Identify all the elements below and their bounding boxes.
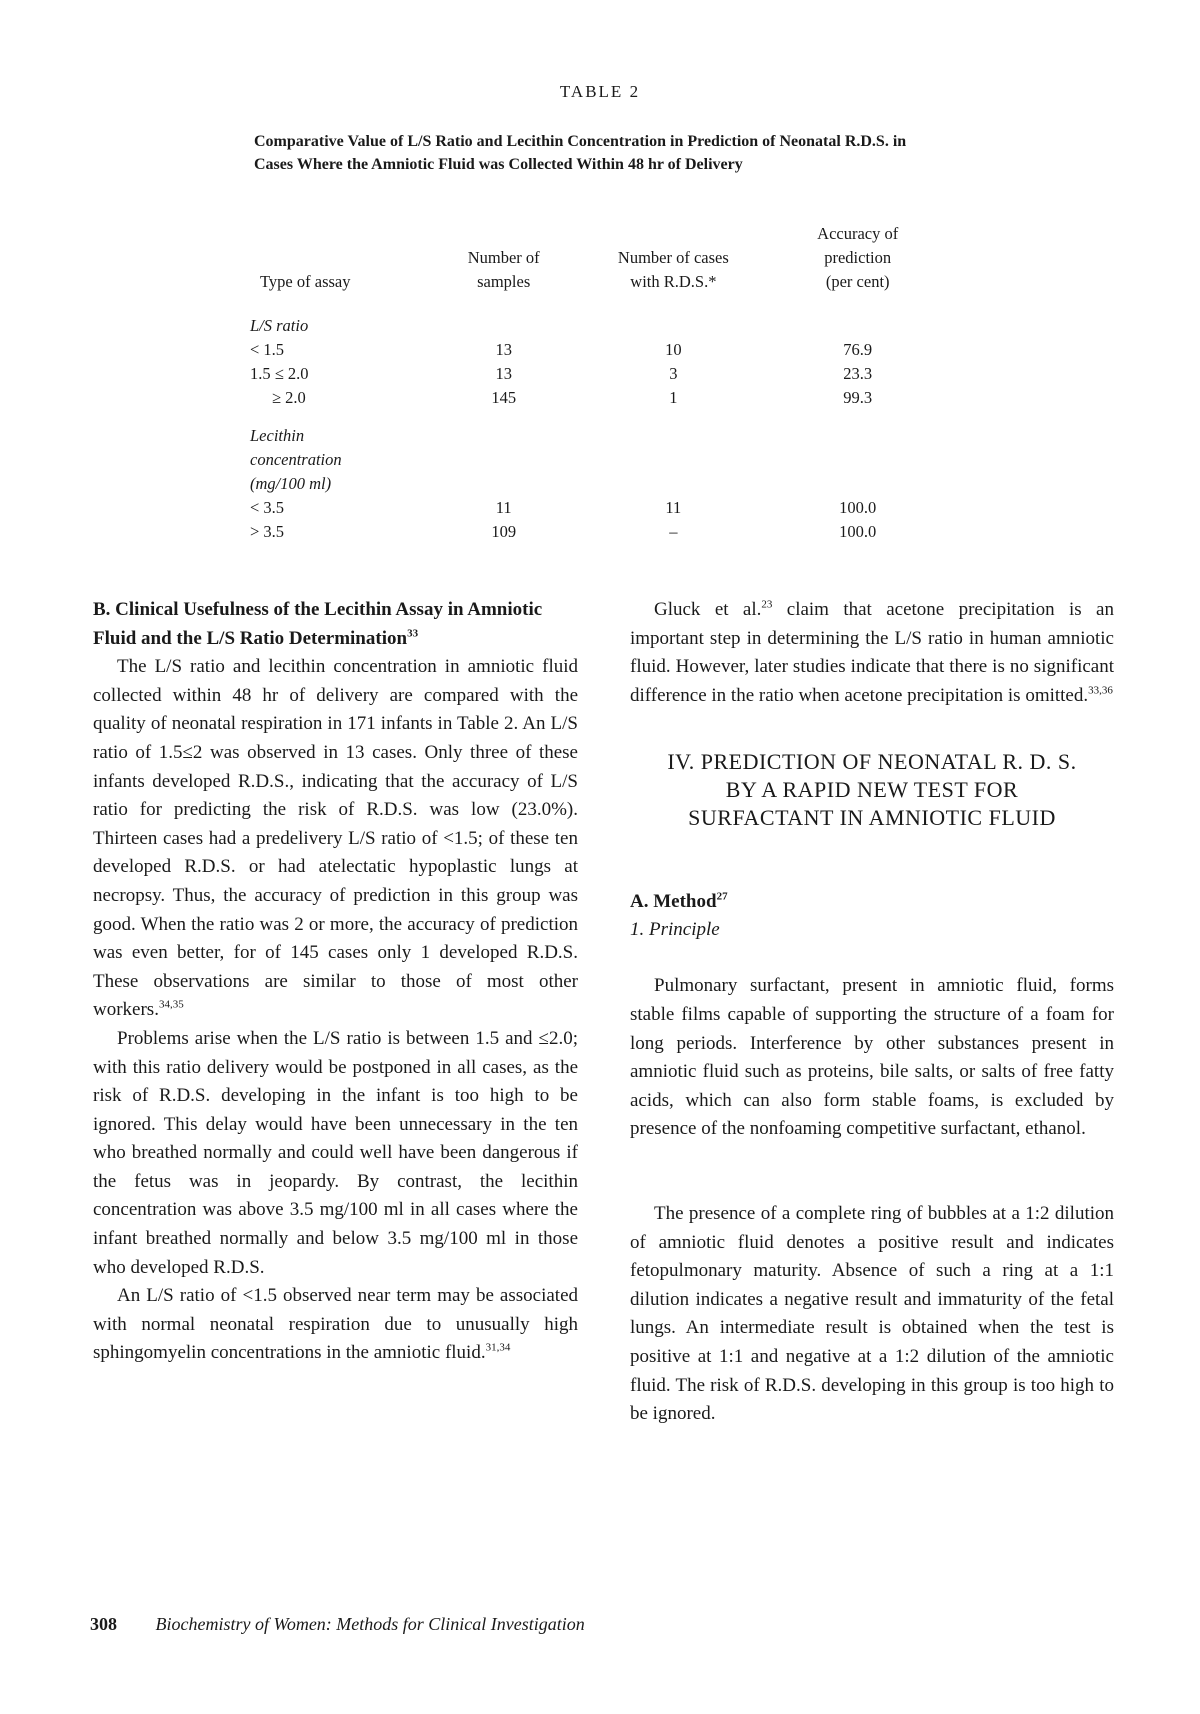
paragraph: An L/S ratio of <1.5 observed near term may be associated with normal neonatal respiration due to unusually high sphingomyelin concentrations in the amniotic fluid.$^{31,34}$ <box>93 1285 578 1364</box>
data-table: Type of assay Number of samples Number of cases with R.D.S.* Accuracy of prediction (per cent) L/S ratio < 1.5 13 10 76.9 1.5 ≤ 2.0 13 3 23.3 ≥ 2.0 145 1 99.3 Lecithin concentration (mg/100 ml) < 3.5 11 11 100.0 > 3.5 109 – 100.0 <box>250 222 950 544</box>
group-row-lecithin: Lecithin <box>250 426 305 445</box>
header-accuracy: Accuracy of prediction (per cent) <box>817 224 899 291</box>
page-footer <box>90 1614 890 1635</box>
table-row: ≥ 2.0 145 1 99.3 <box>272 388 873 407</box>
table-caption: Comparative Value of L/S Ratio and Lecithin Concentration in Prediction of Neonatal R.D.S. in Cases Where the Amniotic Fluid was Collected Within 48 hr of Delivery <box>254 133 907 173</box>
section-heading-b: B. Clinical Usefulness of the Lecithin Assay in Amniotic Fluid and the L/S Ratio Determination$^{33}$ <box>93 599 543 649</box>
page-number: 308 <box>90 1614 117 1634</box>
table-row: > 3.5 109 – 100.0 <box>250 522 877 541</box>
table-row: < 3.5 11 11 100.0 <box>250 498 877 517</box>
table-label: TABLE 2 <box>559 82 641 101</box>
group-row-ls: L/S ratio <box>250 316 309 335</box>
paragraph: The presence of a complete ring of bubbles at a 1:2 dilution of amniotic fluid denotes a positive result and indicates fetopulmonary maturity. Absence of such a ring at a 1:1 dilution indicates a negative result and immaturity of the fetal lungs. An intermediate result is obtained when the test is positive at 1:1 and negative at a 1:2 dilution of the amniotic fluid. The risk of R.D.S. developing in this group is too high to be ignored. <box>630 1202 1114 1425</box>
header-type: Type of assay <box>260 272 351 291</box>
method-heading: A. Method$^{27}$ <box>630 891 728 913</box>
paragraph: Pulmonary surfactant, present in amniotic fluid, forms stable films capable of supporting the structure of a foam for long periods. Interference by other substances present in amniotic fluid such as proteins, bile salts, or salts of free fatty acids, which can also form stable foams, is excluded by presence of the nonfoaming competitive surfactant, ethanol. <box>630 975 1114 1140</box>
paragraph: The L/S ratio and lecithin concentration in amniotic fluid collected within 48 hr of delivery are compared with the quality of neonatal respiration in 171 infants in Table 2. An L/S ratio of 1.5≤2 was observed in 13 cases. Only three of these infants developed R.D.S., indicating that the accuracy of L/S ratio for predicting the risk of R.D.S. was low (23.0%). Thirteen cases had a predelivery L/S ratio of <1.5; of these ten developed R.D.S. or had atelectatic hypoplastic lungs at necropsy. Thus, the accuracy of prediction in this group was good. When the ratio was 2 or more, the accuracy of prediction was even better, for of 145 cases only 1 developed R.D.S. These observations are similar to those of most other workers.$^{34,35}$ <box>93 656 578 1021</box>
header-samples: Number of samples <box>467 248 540 291</box>
table-header-row <box>250 222 950 314</box>
section-title-iv: IV. PREDICTION OF NEONATAL R. D. S. BY A RAPID NEW TEST FOR SURFACTANT IN AMNIOTIC FLUID <box>667 749 1077 831</box>
right-column <box>630 596 1114 1429</box>
principle-heading: 1. Principle <box>630 919 720 941</box>
left-column <box>93 596 578 1368</box>
header-rds: Number of cases with R.D.S.* <box>617 248 729 291</box>
table-row: 1.5 ≤ 2.0 13 3 23.3 <box>250 364 873 383</box>
book-title: Biochemistry of Women: Methods for Clinical Investigation <box>155 1614 585 1634</box>
table-row: < 1.5 13 10 76.9 <box>250 340 873 359</box>
paragraph: Gluck et al.$^{23}$ claim that acetone precipitation is an important step in determining the L/S ratio in human amniotic fluid. However, later studies indicate that there is no significant difference in the ratio when acetone precipitation is omitted.$^{33,36}$ <box>630 598 1114 706</box>
paragraph: Problems arise when the L/S ratio is between 1.5 and ≤2.0; with this ratio delivery would be postponed in all cases, as the risk of R.D.S. developing in the infant is too high to be ignored. This delay would have been unnecessary in the ten who breathed normally and could well have been dangerous if the fetus was in jeopardy. By contrast, the lecithin concentration was above 3.5 mg/100 ml in all cases where the infant breathed normally and below 3.5 mg/100 ml in those who developed R.D.S. <box>93 1027 578 1278</box>
